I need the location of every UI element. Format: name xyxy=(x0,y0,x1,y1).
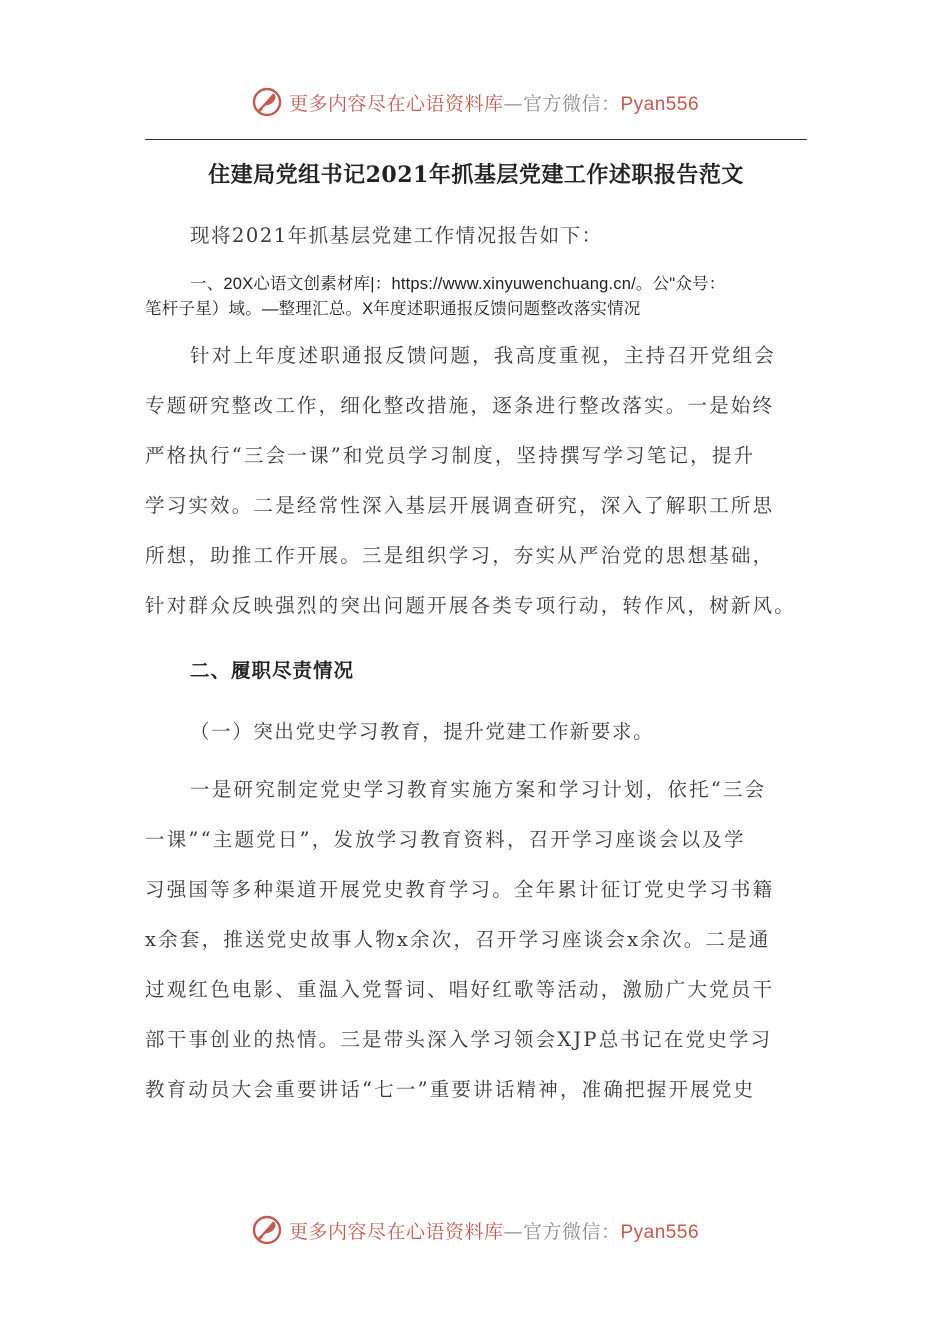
paragraph-rectification xyxy=(145,338,807,638)
paragraph-line: 针对上年度述职通报反馈问题，我高度重视，主持召开党组会 xyxy=(190,344,776,367)
subsection-heading: （一）突出党史学习教育，提升党建工作新要求。 xyxy=(190,720,655,743)
banner-wechat-label: 官方微信： xyxy=(522,92,621,115)
banner-wechat-label: 官方微信： xyxy=(522,1220,621,1243)
paragraph-line: 专题研究整改工作，细化整改措施，逐条进行整改落实。一是始终 xyxy=(145,394,775,417)
header-banner xyxy=(0,80,950,124)
paragraph-line: 一课”“主题党日”，发放学习教育资料，召开学习座谈会以及学 xyxy=(145,828,746,851)
paragraph-line: 严格执行“三会一课”和党员学习制度，坚持撰写学习笔记，提升 xyxy=(145,444,756,467)
quill-seal-logo-icon xyxy=(251,86,283,118)
paragraph-line: 针对群众反映强烈的突出问题开展各类专项行动，转作风，树新风。 xyxy=(145,594,797,617)
paragraph-line: 过观红色电影、重温入党誓词、唱好红歌等活动，激励广大党员干 xyxy=(145,978,775,1001)
document-title: 住建局党组书记2021年抓基层党建工作述职报告范文 xyxy=(208,162,744,188)
section1-line: 一、20X心语文创素材库|：https://www.xinyuwenchuang.cn/。公"众号： xyxy=(190,275,726,293)
banner-separator: — xyxy=(503,92,523,115)
header-divider xyxy=(145,139,807,140)
banner-main-text: 更多内容尽在心语资料库 xyxy=(288,92,504,115)
paragraph-line: 学习实效。二是经常性深入基层开展调查研究，深入了解职工所思 xyxy=(145,494,775,517)
paragraph-line: 所想，助推工作开展。三是组织学习，夯实从严治党的思想基础， xyxy=(145,544,775,567)
banner-wechat-id: Pyan556 xyxy=(620,1221,700,1243)
intro-line: 现将2021年抓基层党建工作情况报告如下： xyxy=(190,224,603,247)
banner-wechat-id: Pyan556 xyxy=(620,93,700,115)
quill-seal-logo-icon xyxy=(251,1214,283,1246)
paragraph-line: 一是研究制定党史学习教育实施方案和学习计划，依托“三会 xyxy=(190,778,767,801)
banner-main-text: 更多内容尽在心语资料库 xyxy=(288,1220,504,1243)
section1-line: 笔杆子星）域。—整理汇总。X年度述职通报反馈问题整改落实情况 xyxy=(145,300,641,318)
header-banner-text xyxy=(289,89,699,116)
intro-paragraph xyxy=(145,218,807,268)
paragraph-line: 教育动员大会重要讲话“七一”重要讲话精神，准确把握开展党史 xyxy=(145,1078,756,1101)
paragraph-line: 部干事创业的热情。三是带头深入学习领会XJP总书记在党史学习 xyxy=(145,1028,773,1051)
paragraph-line: 习强国等多种渠道开展党史教育学习。全年累计征订党史学习书籍 xyxy=(145,878,775,901)
section2-heading: 二、履职尽责情况 xyxy=(190,659,355,682)
section1-heading xyxy=(145,272,807,322)
paragraph-party-history xyxy=(145,772,807,1122)
banner-separator: — xyxy=(503,1220,523,1243)
paragraph-line: x余套，推送党史故事人物x余次，召开学习座谈会x余次。二是通 xyxy=(145,928,771,951)
footer-banner xyxy=(0,1208,950,1252)
footer-banner-text xyxy=(289,1217,699,1244)
